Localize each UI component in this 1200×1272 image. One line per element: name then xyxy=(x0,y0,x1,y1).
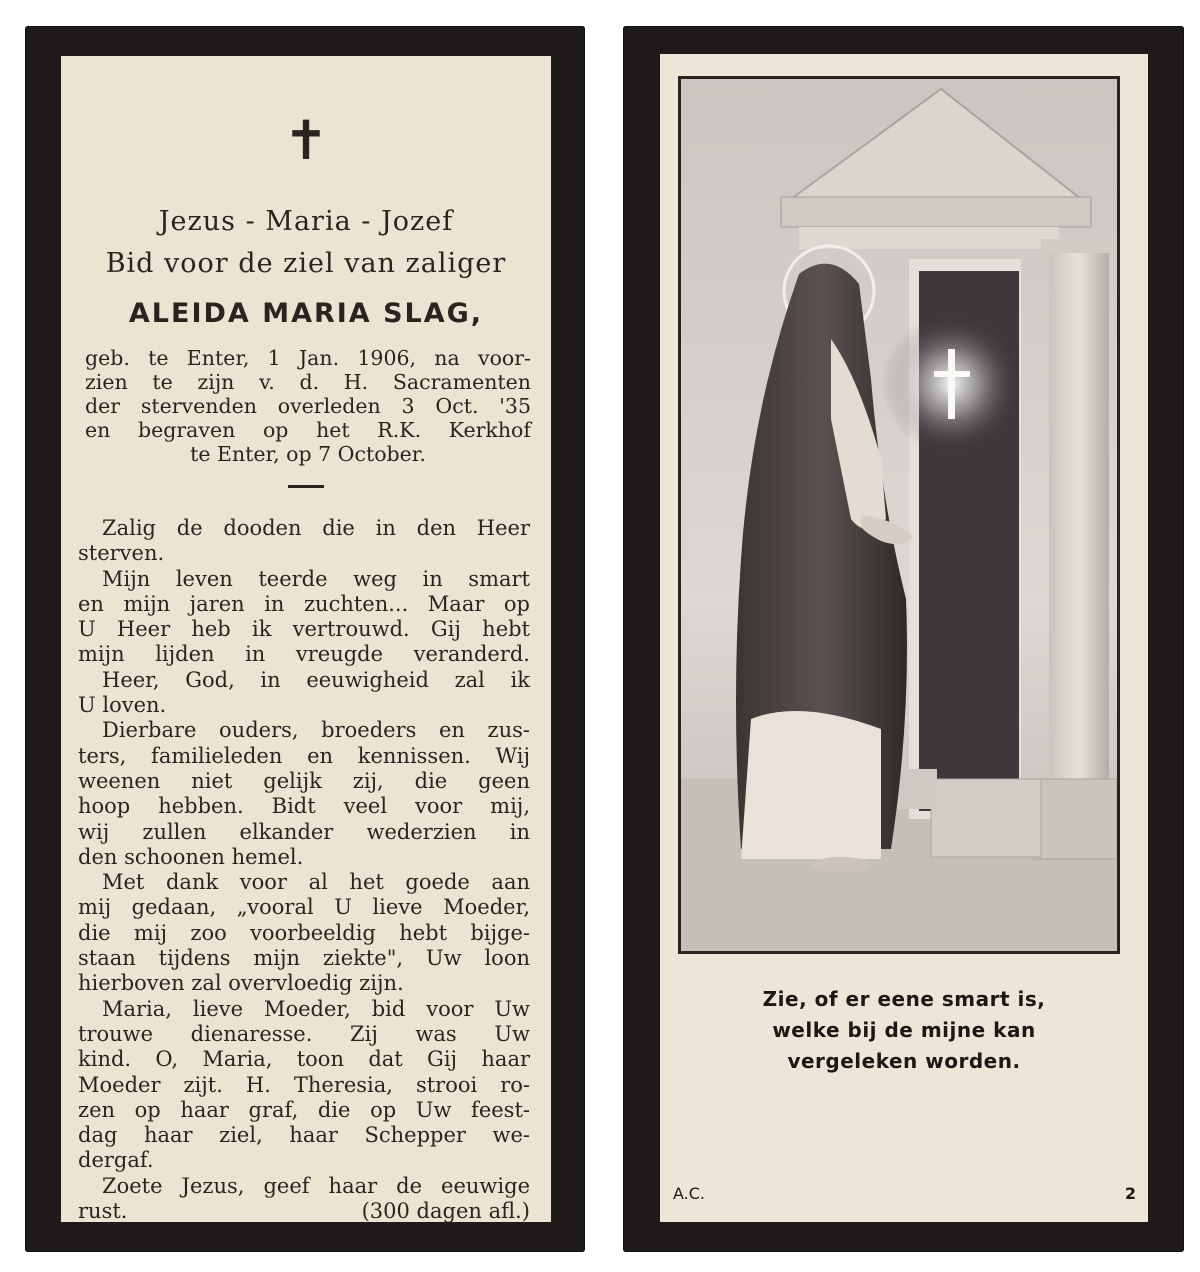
card-number: 2 xyxy=(1124,1184,1136,1203)
verse-last-line xyxy=(78,1199,530,1224)
verse-line: zen op haar graf, die op Uw feest- xyxy=(78,1097,530,1122)
cross-icon: ✝ xyxy=(283,109,329,172)
verse-line: hoop hebben. Bidt veel voor mij, xyxy=(78,794,530,819)
deceased-name: ALEIDA MARIA SLAG, xyxy=(128,298,484,329)
invocation: Jezus - Maria - Jozef xyxy=(158,206,454,237)
verse-line: hierboven zal overvloedig zijn. xyxy=(78,971,404,996)
verse-line: Maria, lieve Moeder, bid voor Uw xyxy=(102,996,530,1021)
verse-line: dag haar ziel, haar Schepper we- xyxy=(78,1123,530,1148)
verse-line: Mijn leven teerde weg in smart xyxy=(102,566,530,591)
verse-line: mij gedaan, „vooral U lieve Moeder, xyxy=(78,895,530,920)
verse-line: U loven. xyxy=(78,693,167,718)
verse-line: trouwe dienaresse. Zij was Uw xyxy=(78,1021,530,1046)
devotional-picture xyxy=(678,76,1120,954)
verse-line: staan tijdens mijn ziekte", Uw loon xyxy=(78,946,530,971)
indulgence-note: (300 dagen afl.) xyxy=(361,1199,530,1224)
bio-line: der stervenden overleden 3 Oct. '35 xyxy=(85,394,531,418)
printer-mark: A.C. xyxy=(673,1184,706,1203)
card-paper-right xyxy=(660,54,1148,1222)
caption-line: vergeleken worden. xyxy=(787,1049,1021,1073)
memorial-card-text-side xyxy=(25,26,585,1252)
bio-line: en begraven op het R.K. Kerkhof xyxy=(85,418,531,442)
verse-line: Zalig de dooden die in den Heer xyxy=(102,516,530,540)
verse-line: Zoete Jezus, geef haar de eeuwige xyxy=(102,1173,530,1198)
caption xyxy=(660,984,1148,1077)
bio-line: geb. te Enter, 1 Jan. 1906, na voor- xyxy=(85,346,531,370)
caption-line: Zie, of er eene smart is, xyxy=(762,987,1046,1011)
verse-line: en mijn jaren in zuchten... Maar op xyxy=(78,591,530,616)
mary-at-tomb-illustration xyxy=(681,79,1117,951)
verse-line: den schoonen hemel. xyxy=(78,844,304,869)
caption-line: welke bij de mijne kan xyxy=(772,1018,1036,1042)
verse-line: kind. O, Maria, toon dat Gij haar xyxy=(78,1047,530,1072)
biography xyxy=(85,346,531,466)
verse-line: ters, familieleden en kennissen. Wij xyxy=(78,743,530,768)
prayer-line: Bid voor de ziel van zaliger xyxy=(105,248,507,279)
bio-line: zien te zijn v. d. H. Sacramenten xyxy=(85,370,531,394)
card-paper-left xyxy=(61,56,551,1222)
verse-line: Dierbare ouders, broeders en zus- xyxy=(102,718,530,743)
verse-line: Heer, God, in eeuwigheid zal ik xyxy=(102,667,530,692)
verse-line: wij zullen elkander wederzien in xyxy=(78,819,530,844)
verse-line: sterven. xyxy=(78,541,165,566)
verse-line: Moeder zijt. H. Theresia, strooi ro- xyxy=(78,1072,530,1097)
memorial-card-image-side xyxy=(623,26,1184,1252)
verse-line: weenen niet gelijk zij, die geen xyxy=(78,768,530,793)
verse-line: die mij zoo voorbeeldig hebt bijge- xyxy=(78,920,530,945)
verse-line: U Heer heb ik vertrouwd. Gij hebt xyxy=(78,617,530,642)
separator-rule xyxy=(288,485,324,488)
bio-line: te Enter, op 7 October. xyxy=(190,442,426,466)
verse-text xyxy=(78,516,530,1224)
verse-line: Met dank voor al het goede aan xyxy=(102,870,530,895)
verse-line: dergaf. xyxy=(78,1148,154,1173)
verse-line: rust. xyxy=(78,1199,128,1224)
verse-line: mijn lijden in vreugde veranderd. xyxy=(78,642,530,667)
